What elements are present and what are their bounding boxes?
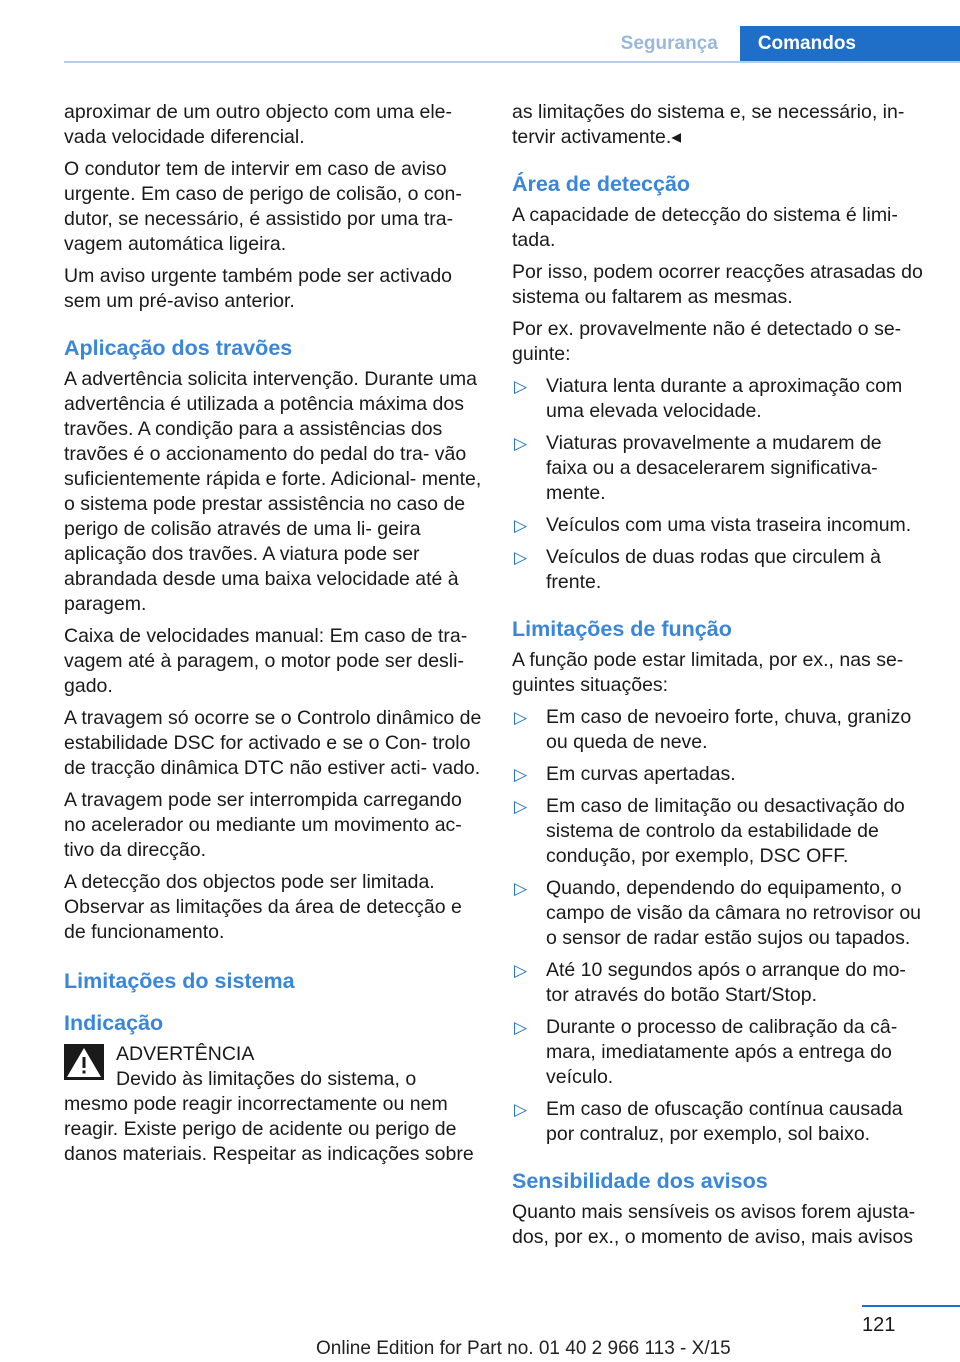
paragraph: A detecção dos objectos pode ser limitada. Observar as limitações da área de detecção e de funcionamento.: [64, 871, 462, 943]
triangle-bullet-icon: ▷: [514, 961, 528, 980]
list-item: ▷ Viaturas provavelmente a mudarem de faixa ou a desacelerarem significativa- mente.: [514, 432, 882, 504]
paragraph: Por isso, podem ocorrer reacções atrasadas do sistema ou faltarem as mesmas.: [512, 261, 923, 308]
list-item: ▷ Em caso de limitação ou desactivação do sistema de controlo da estabilidade de condução, por exemplo, DSC OFF.: [514, 795, 905, 867]
paragraph: as limitações do sistema e, se necessário, in- tervir activamente.◂: [512, 101, 905, 148]
triangle-bullet-icon: ▷: [514, 1100, 528, 1119]
page-number: 121: [862, 1314, 896, 1336]
list-item: ▷ Veículos com uma vista traseira incomum.: [514, 514, 912, 536]
section-heading-detection: Área de detecção: [512, 172, 691, 196]
function-list: [512, 705, 928, 1147]
paragraph: A travagem só ocorre se o Controlo dinâmico de estabilidade DSC for activado e se o Con- trolo de tracção dinâmica DTC não estiver acti- vado.: [64, 707, 482, 779]
left-column: [64, 100, 482, 1174]
section-heading-limits: Limitações do sistema: [64, 969, 295, 993]
paragraph: Quanto mais sensíveis os avisos forem ajusta- dos, por ex., o momento de aviso, mais avisos: [512, 1201, 916, 1248]
subsection-heading-note: Indicação: [64, 1011, 164, 1035]
list-item: ▷ Em caso de nevoeiro forte, chuva, granizo ou queda de neve.: [514, 706, 912, 753]
detection-list: [512, 374, 928, 595]
paragraph: Por ex. provavelmente não é detectado o se- guinte:: [512, 318, 902, 365]
triangle-bullet-icon: ▷: [514, 708, 528, 727]
warning-box: [64, 1042, 482, 1167]
list-item: ▷ Em curvas apertadas.: [514, 763, 736, 785]
triangle-bullet-icon: ▷: [514, 1018, 528, 1037]
paragraph: aproximar de um outro objecto com uma ele- vada velocidade diferencial.: [64, 101, 453, 148]
list-item: ▷ Viatura lenta durante a aproximação com uma elevada velocidade.: [514, 375, 903, 422]
section-heading-function: Limitações de função: [512, 617, 732, 641]
list-item: ▷ Quando, dependendo do equipamento, o campo de visão da câmara no retrovisor ou o sensor de radar estão sujos ou tapados.: [514, 877, 922, 949]
section-heading-brakes: Aplicação dos travões: [64, 336, 293, 360]
tab-comandos[interactable]: Comandos: [740, 26, 960, 62]
list-item: ▷ Em caso de ofuscação contínua causada por contraluz, por exemplo, sol baixo.: [514, 1098, 903, 1145]
list-item: ▷ Durante o processo de calibração da câ- mara, imediatamente após a entrega do veículo.: [514, 1016, 898, 1088]
triangle-bullet-icon: ▷: [514, 765, 528, 784]
triangle-bullet-icon: ▷: [514, 879, 528, 898]
section-heading-sensitivity: Sensibilidade dos avisos: [512, 1169, 768, 1193]
list-item: ▷ Até 10 segundos após o arranque do mo- tor através do botão Start/Stop.: [514, 959, 906, 1006]
paragraph: O condutor tem de intervir em caso de aviso urgente. Em caso de perigo de colisão, o con- dutor, se necessário, é assistido por uma tra- vagem automática ligeira.: [64, 158, 462, 255]
triangle-bullet-icon: ▷: [514, 377, 528, 396]
triangle-bullet-icon: ▷: [514, 797, 528, 816]
paragraph: A travagem pode ser interrompida carregando no acelerador ou mediante um movimento ac- tivo da direcção.: [64, 789, 462, 861]
tab-seguranca[interactable]: Segurança: [599, 26, 740, 62]
footer-edition: Online Edition for Part no. 01 40 2 966 113 - X/15: [316, 1338, 731, 1359]
paragraph: Caixa de velocidades manual: Em caso de tra- vagem até à paragem, o motor pode ser desli- gado.: [64, 625, 468, 697]
triangle-bullet-icon: ▷: [514, 548, 528, 567]
paragraph: A advertência solicita intervenção. Durante uma advertência é utilizada a potência máxima dos travões. A condição para a assistências dos travões é o accionamento do pedal do tra- vão suficientemente rápida e forte. Adicional- mente, o sistema pode prestar assistência no caso de perigo de colisão através de uma li- geira aplicação dos travões. A viatura pode ser abrandada desde uma baixa velocidade até à paragem.: [64, 368, 482, 615]
header-tabs: [599, 26, 960, 62]
paragraph: Um aviso urgente também pode ser activado sem um pré-aviso anterior.: [64, 265, 453, 312]
triangle-bullet-icon: ▷: [514, 516, 528, 535]
list-item: ▷ Veículos de duas rodas que circulem à frente.: [514, 546, 881, 593]
right-column: [512, 100, 928, 1257]
paragraph: A capacidade de detecção do sistema é limi- tada.: [512, 204, 898, 251]
warning-triangle-icon: [64, 1044, 104, 1080]
triangle-bullet-icon: ▷: [514, 434, 528, 453]
paragraph: A função pode estar limitada, por ex., nas se- guintes situações:: [512, 649, 904, 696]
warning-text: Devido às limitações do sistema, o mesmo pode reagir incorrectamente ou nem reagir. Existe perigo de acidente ou perigo de danos materiais. Respeitar as indicações sobre: [64, 1068, 474, 1165]
warning-title: ADVERTÊNCIA: [116, 1043, 255, 1065]
header-rule: [64, 61, 960, 63]
footer-rule: [862, 1305, 960, 1307]
